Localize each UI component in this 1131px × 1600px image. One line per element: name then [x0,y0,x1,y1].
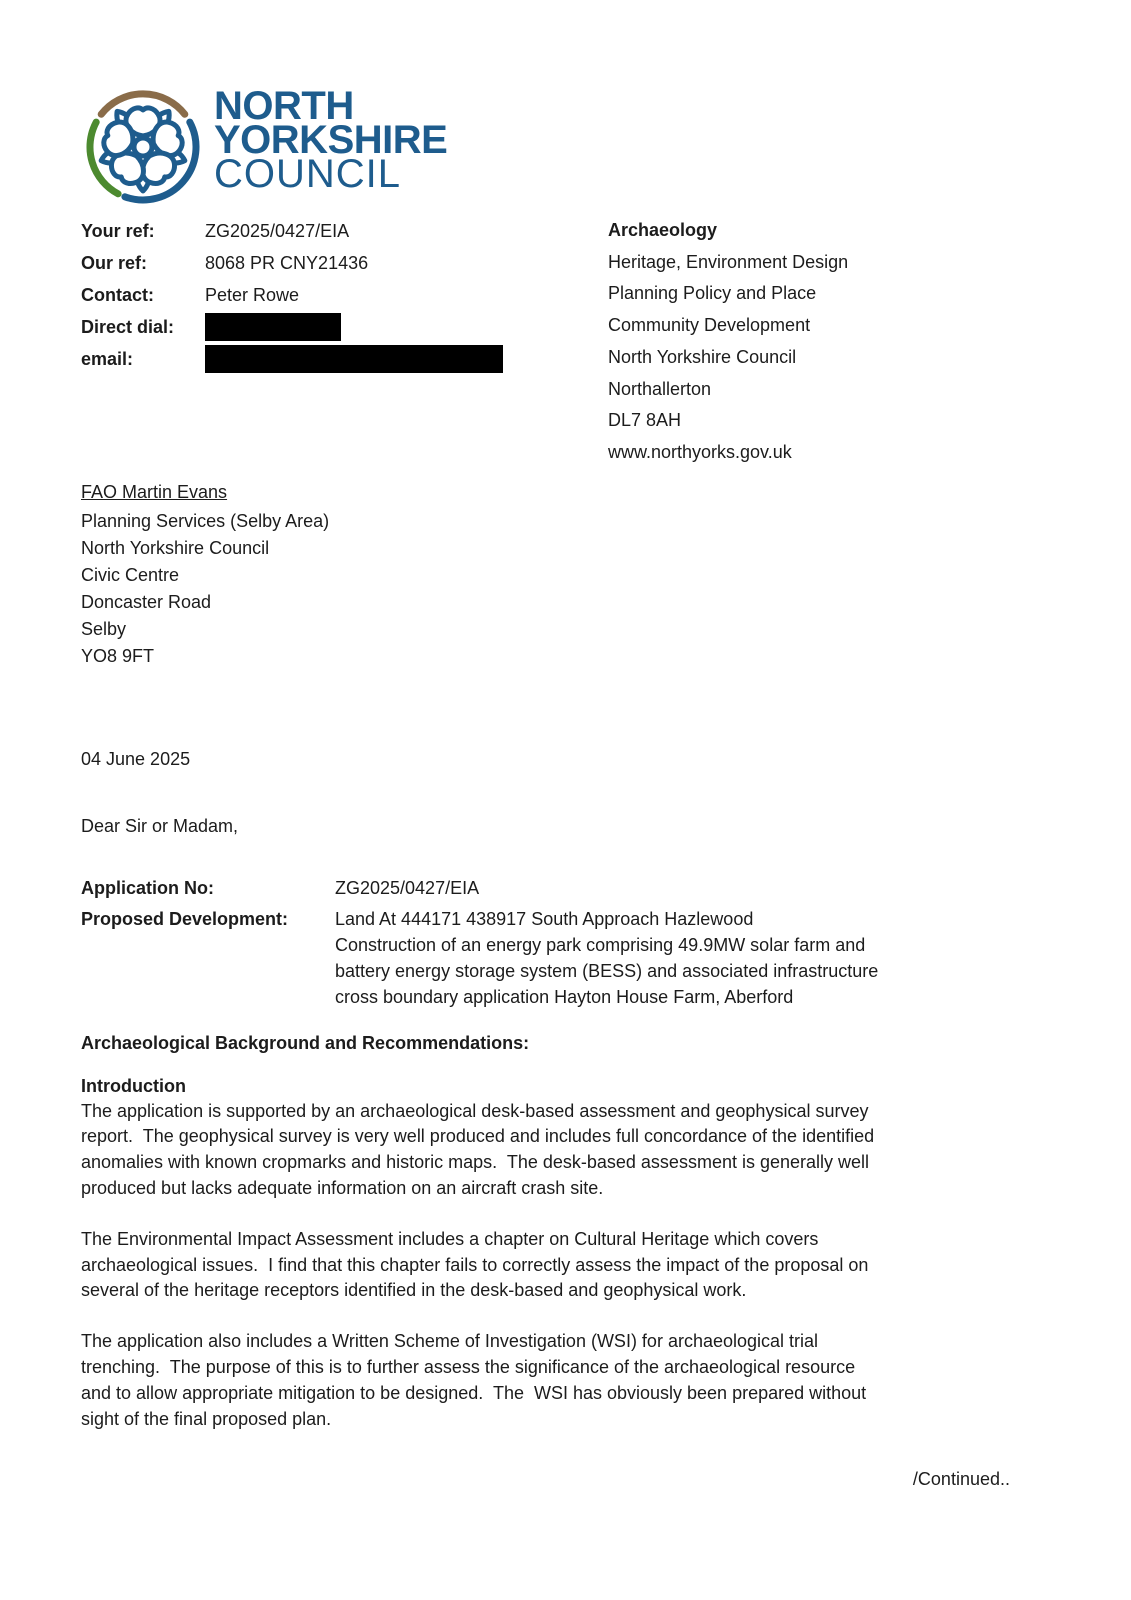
reference-block [81,215,608,469]
text-line: Selby [81,618,127,639]
application-no-label: Application No: [81,877,214,898]
proposed-development-row [81,906,1010,1010]
text-line: report. The geophysical survey is very well produced and includes full concordance of the identified [81,1126,875,1147]
contact-row [81,279,608,311]
text-line: sight of the final proposed plan. [81,1408,332,1429]
redacted-email-address [205,345,503,373]
application-no-value: ZG2025/0427/EIA [335,877,480,898]
application-no-row [81,875,1010,901]
continued-marker: /Continued.. [912,1469,1010,1490]
proposed-development-label: Proposed Development: [81,908,289,929]
logo-line-north: NORTH [214,84,354,128]
council-logo [81,85,1010,209]
text-line: produced but lacks adequate information on an aircraft crash site. [81,1178,604,1199]
department-title: Archaeology [608,220,718,240]
contact-value: Peter Rowe [205,285,300,305]
text-line: Civic Centre [81,564,180,585]
paragraph-1 [81,1099,1010,1202]
text-line: Community Development [608,315,811,336]
text-line: The Environmental Impact Assessment includes a chapter on Cultural Heritage which covers [81,1228,819,1249]
yorkshire-rose-icon [81,85,205,209]
text-line: North Yorkshire Council [608,346,797,367]
text-line: The application is supported by an archaeological desk-based assessment and geophysical survey [81,1100,869,1121]
text-line: archaeological issues. I find that this chapter fails to correctly assess the impact of the proposal on [81,1254,869,1275]
text-line: and to allow appropriate mitigation to be designed. The WSI has obviously been prepared without [81,1382,867,1403]
section-heading: Archaeological Background and Recommendations: [81,1032,530,1053]
logo-line-yorkshire: YORKSHIRE [214,118,448,162]
department-address-block [608,215,1010,469]
text-line: several of the heritage receptors identified in the desk-based and geophysical work. [81,1280,747,1301]
text-line: North Yorkshire Council [81,537,270,558]
text-line: Heritage, Environment Design [608,251,849,272]
paragraph-3 [81,1329,1010,1432]
your-ref-label: Your ref: [81,221,155,241]
text-line: battery energy storage system (BESS) and associated infrastructure [335,960,879,981]
recipient-name: FAO Martin Evans [81,481,228,502]
text-line: Doncaster Road [81,591,212,612]
your-ref-row [81,215,608,247]
letter-header [81,215,1010,469]
redacted-phone-number [205,313,341,341]
contact-label: Contact: [81,285,154,305]
introduction-heading: Introduction [81,1075,186,1096]
text-line: Northallerton [608,378,712,399]
text-line: The application also includes a Written Scheme of Investigation (WSI) for archaeological trial [81,1331,819,1352]
text-line: Planning Services (Selby Area) [81,510,330,531]
email-row [81,343,608,375]
logo-wordmark [214,84,448,196]
email-label: email: [81,349,134,369]
our-ref-value: 8068 PR CNY21436 [205,253,369,273]
direct-dial-label: Direct dial: [81,317,175,337]
direct-dial-row [81,311,608,343]
text-line: Land At 444171 438917 South Approach Hazlewood [335,908,754,929]
our-ref-row [81,247,608,279]
text-line: cross boundary application Hayton House Farm, Aberford [335,986,794,1007]
text-line: trenching. The purpose of this is to further assess the significance of the archaeological resource [81,1357,856,1377]
text-line: Construction of an energy park comprising 49.9MW solar farm and [335,934,866,955]
letter-date: 04 June 2025 [81,748,191,769]
salutation: Dear Sir or Madam, [81,815,239,836]
paragraph-2 [81,1227,1010,1304]
text-line: www.northyorks.gov.uk [608,441,792,462]
proposed-development-value [335,906,878,1010]
department-address-lines [608,247,1010,469]
text-line: Planning Policy and Place [608,283,817,304]
your-ref-value: ZG2025/0427/EIA [205,221,350,241]
recipient-address-lines [81,508,1010,670]
our-ref-label: Our ref: [81,253,148,273]
text-line: DL7 8AH [608,410,682,431]
application-details [81,875,1010,1010]
text-line: anomalies with known cropmarks and historic maps. The desk-based assessment is generally well [81,1152,870,1173]
logo-line-council: COUNCIL [214,152,402,196]
recipient-address-block [81,477,1010,670]
text-line: YO8 9FT [81,645,155,666]
